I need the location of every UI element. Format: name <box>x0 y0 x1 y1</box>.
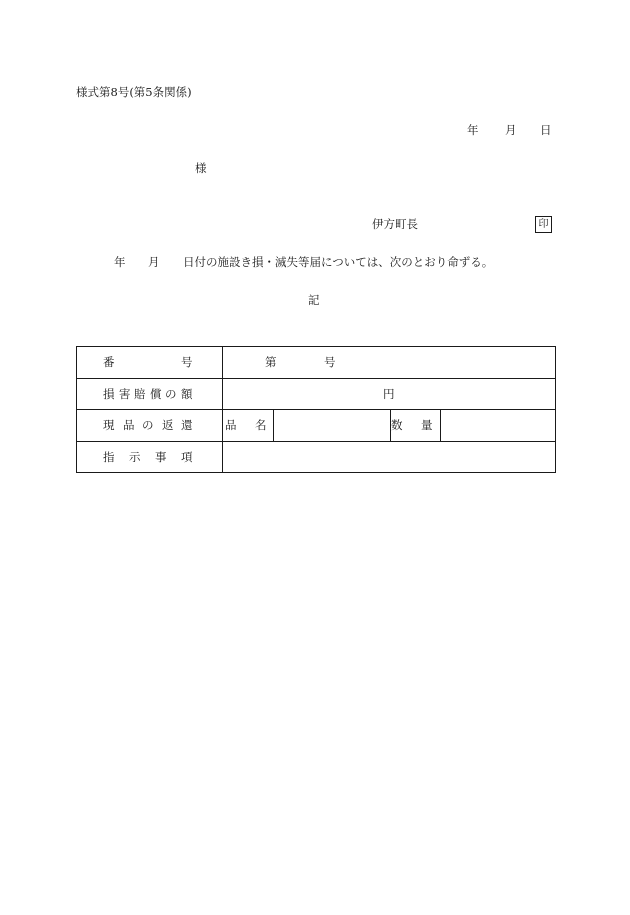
label-char: 害 <box>119 387 131 401</box>
row-label-number <box>103 355 193 369</box>
column-divider <box>222 347 223 472</box>
damages-unit: 円 <box>383 387 395 401</box>
label-char: 号 <box>181 355 193 369</box>
label-char: 返 <box>162 418 174 432</box>
label-char: 事 <box>155 450 167 464</box>
row-divider <box>77 378 555 379</box>
label-char: 償 <box>150 387 162 401</box>
body-main-text: 日付の施設き損・滅失等届については、次のとおり命ずる。 <box>183 255 494 269</box>
seal-mark: 印 <box>535 216 552 233</box>
quantity-label <box>391 418 433 432</box>
row-label-damages <box>103 387 193 401</box>
label-char: 数 <box>391 418 403 432</box>
label-char: 番 <box>103 355 115 369</box>
label-char: 還 <box>181 418 193 432</box>
number-suffix: 号 <box>324 355 336 369</box>
label-char: の <box>165 387 177 401</box>
label-char: 額 <box>181 387 193 401</box>
label-char: の <box>142 418 154 432</box>
column-divider <box>273 409 274 441</box>
issuer-title: 伊方町長 <box>372 217 418 231</box>
row-label-return <box>103 418 193 432</box>
label-char: 損 <box>103 387 115 401</box>
note-heading: 記 <box>308 293 320 307</box>
order-table <box>76 346 556 473</box>
recipient-honorific: 様 <box>195 161 207 175</box>
label-char: 品 <box>123 418 135 432</box>
label-char: 品 <box>225 418 237 432</box>
label-char: 賠 <box>134 387 146 401</box>
date-month: 月 <box>505 123 517 137</box>
column-divider <box>440 409 441 441</box>
item-name-label <box>225 418 267 432</box>
label-char: 名 <box>255 418 267 432</box>
row-divider <box>77 441 555 442</box>
label-char: 項 <box>181 450 193 464</box>
row-divider <box>77 409 555 410</box>
label-char: 現 <box>103 418 115 432</box>
date-day: 日 <box>540 123 552 137</box>
label-char: 示 <box>129 450 141 464</box>
body-month: 月 <box>148 255 160 269</box>
body-year: 年 <box>114 255 126 269</box>
form-number: 様式第8号(第5条関係) <box>76 85 192 99</box>
label-char: 量 <box>421 418 433 432</box>
date-year: 年 <box>467 123 479 137</box>
number-prefix: 第 <box>265 355 277 369</box>
row-label-instructions <box>103 450 193 464</box>
label-char: 指 <box>103 450 115 464</box>
